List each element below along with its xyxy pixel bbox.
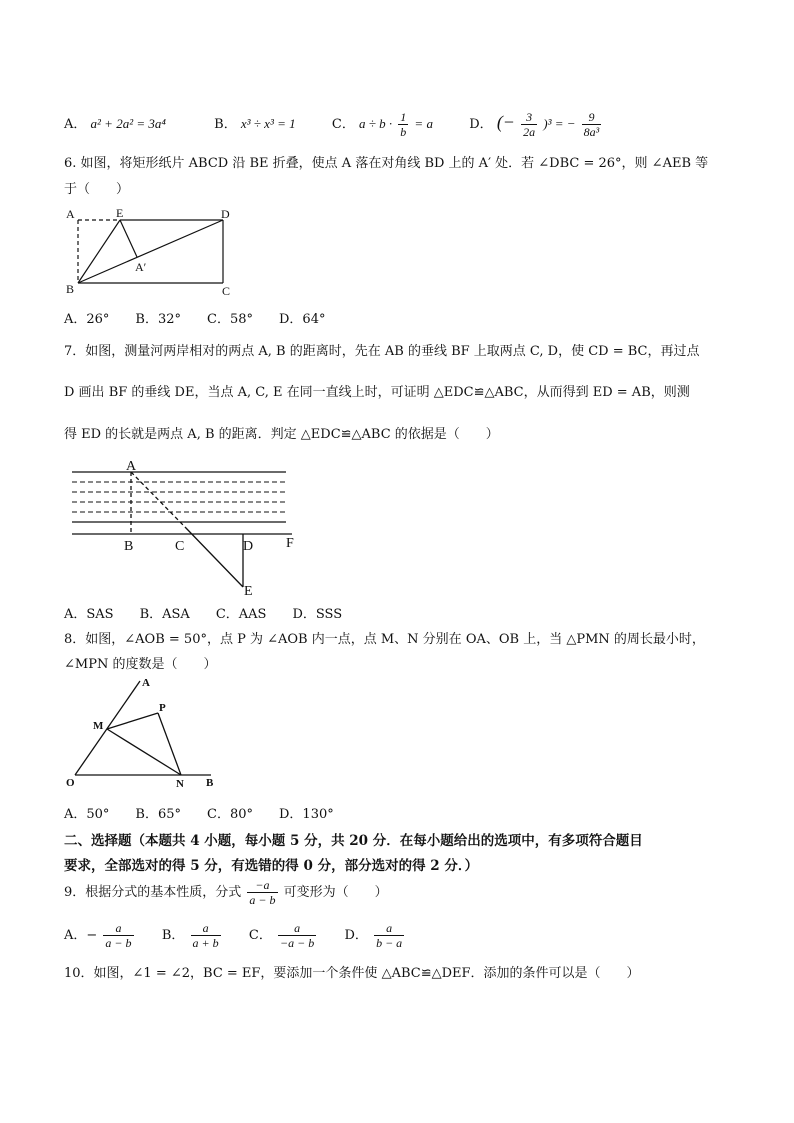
q5-option-a-expr: a² + 2a² = 3a⁴: [90, 116, 166, 131]
q6-diagonal-bd: [78, 220, 223, 283]
q8-segment-mn: [107, 729, 181, 775]
q6-label-e: E: [116, 206, 124, 220]
q5-option-d-fraction: $\frac{3}{2a}$: [523, 110, 536, 139]
q7-line-1: 7．如图，测量河两岸相对的两点 A, B 的距离时，先在 AB 的垂线 BF 上取两点 C, D，使 CD = BC，再过点: [64, 344, 700, 359]
q9-options: [64, 918, 406, 954]
q8-label-b: B: [206, 777, 214, 789]
q9-option-b-fraction: $\frac{a}{a + b}$: [192, 921, 219, 950]
q7-label-e: E: [244, 584, 253, 599]
q6-line-2: 于（ ）: [64, 182, 130, 197]
q6-label-c: C: [222, 284, 231, 298]
q7-line-3: 得 ED 的长就是两点 A, B 的距离．判定 △EDC≌△ABC 的依据是（ ）: [64, 427, 499, 442]
q8-line-1: 8．如图，∠AOB = 50°，点 P 为 ∠AOB 内一点，点 M、N 分别在 OA、OB 上，当 △PMN 的周长最小时，: [64, 632, 705, 647]
q9-option-a-label: A．−: [64, 928, 98, 943]
q9-stem-fraction: $\frac{-a}{a - b}$: [249, 878, 276, 907]
q6-label-d: D: [221, 207, 230, 221]
q7-options: A．SAS B．ASA C．AAS D．SSS: [64, 607, 343, 622]
q7-figure: [60, 455, 310, 601]
q7-segment-ce: [185, 527, 243, 587]
q10-line-1: 10．如图，∠1 = ∠2，BC = EF，要添加一个条件使 △ABC≌△DEF．添加的条件可以是（ ）: [64, 966, 640, 981]
q8-segment-mp: [107, 713, 158, 729]
q7-segment-ac-dashed: [131, 472, 185, 527]
q6-label-a-prime: A′: [135, 260, 147, 274]
q5-option-c-pre: a ÷ b ·: [359, 116, 393, 131]
q6-label-b: B: [66, 282, 75, 296]
q5-option-c-label: C．: [331, 117, 355, 132]
q5-option-d-result: $\frac{9}{\text{8a³}}$: [583, 110, 600, 139]
q9-option-c-label: C．: [248, 928, 272, 943]
q9-stem-suffix: 可变形为（ ）: [283, 885, 388, 900]
q5-option-b-expr: x³ ÷ x³ = 1: [240, 116, 296, 131]
q7-label-b: B: [124, 539, 134, 554]
q5-option-c-post: = a: [414, 116, 433, 131]
q9-stem: [64, 876, 388, 910]
q8-label-m: M: [93, 720, 104, 732]
q7-label-c: C: [175, 539, 185, 554]
q9-option-d-label: D．: [344, 928, 368, 943]
q8-label-o: O: [66, 777, 75, 789]
q5-option-b-label: B．: [214, 117, 237, 132]
q8-segment-pn: [158, 713, 181, 775]
section-2-heading-line-1: 二、选择题（本题共 4 小题，每小题 5 分，共 20 分．在每小题给出的选项中，有多项符合题目: [64, 833, 643, 849]
q8-label-n: N: [176, 778, 184, 790]
q5-option-c-fraction: $\frac{1}{b}$: [400, 110, 407, 139]
q9-option-b-label: B．: [161, 928, 185, 943]
q7-label-d: D: [243, 539, 254, 554]
q8-ray-oa: [75, 681, 140, 775]
q5-options: [64, 104, 603, 140]
q6-line-1: 6. 如图，将矩形纸片 ABCD 沿 BE 折叠，使点 A 落在对角线 BD 上的 A′ 处．若 ∠DBC = 26°，则 ∠AEB 等: [64, 156, 709, 171]
q5-option-d-close: )³ = −: [543, 116, 576, 131]
section-2-heading-line-2: 要求，全部选对的得 5 分，有选错的得 0 分，部分选对的得 2 分．）: [64, 858, 479, 874]
q6-segment-ea: [120, 220, 137, 257]
q5-option-a-label: A．: [64, 117, 87, 132]
q6-figure: [60, 200, 250, 300]
q9-option-d-fraction: $\frac{a}{b - a}$: [376, 921, 403, 950]
q9-stem-text: 9．根据分式的基本性质，分式: [64, 885, 242, 900]
q8-options: A．50° B．65° C．80° D．130°: [64, 807, 334, 822]
q9-option-a-fraction: $\frac{a}{a - b}$: [105, 921, 132, 950]
q9-option-c-fraction: $\frac{a}{-a - b}$: [280, 921, 315, 950]
q8-figure: [60, 672, 230, 792]
q5-option-d-open: (−: [496, 112, 515, 132]
q8-label-a: A: [142, 677, 150, 689]
q8-line-2: ∠MPN 的度数是（ ）: [64, 657, 217, 672]
q6-options: A．26° B．32° C．58° D．64°: [64, 312, 326, 327]
q7-label-a: A: [126, 459, 137, 474]
q7-label-f: F: [286, 536, 294, 551]
q6-label-a: A: [66, 207, 75, 221]
q8-label-p: P: [159, 702, 166, 714]
q7-line-2: D 画出 BF 的垂线 DE，当点 A, C, E 在同一直线上时，可证明 △EDC≌△ABC，从而得到 ED = AB，则测: [64, 385, 690, 400]
q5-option-d-label: D．: [469, 117, 493, 132]
